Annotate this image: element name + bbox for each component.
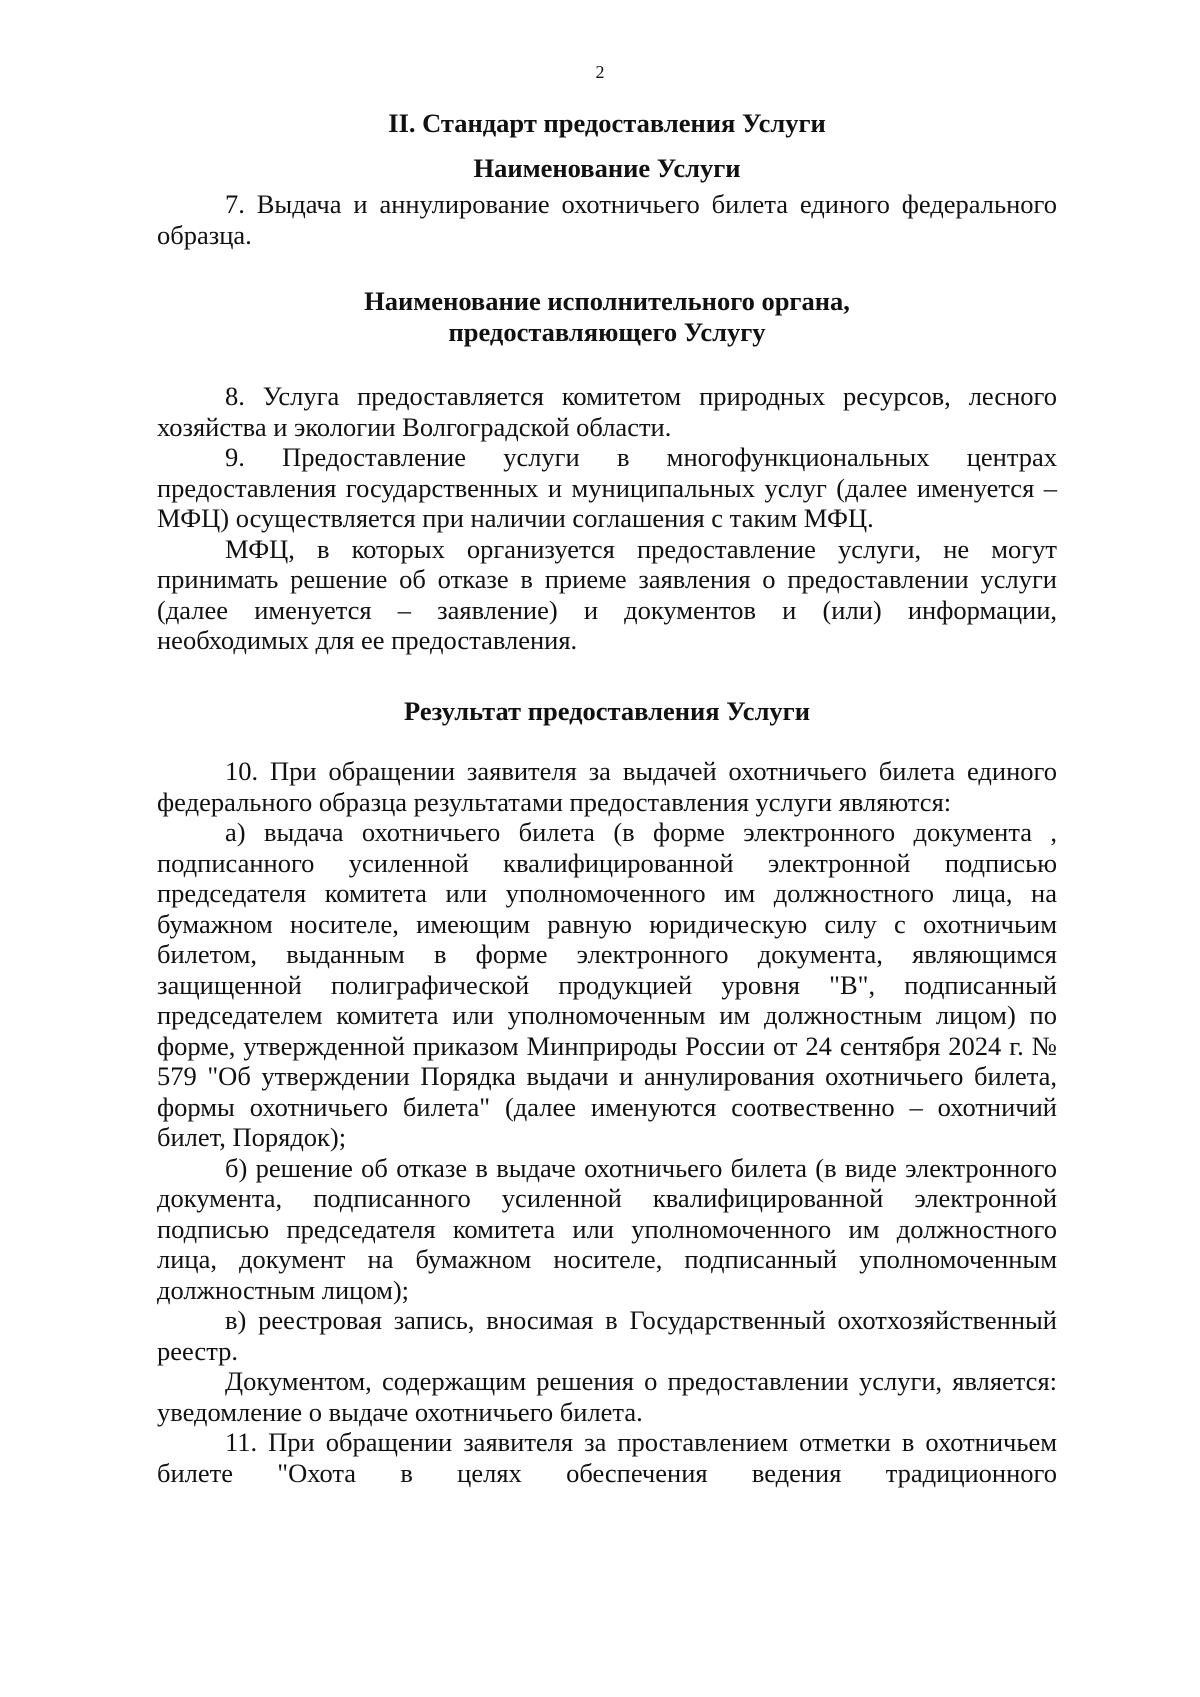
subheading-authority-line1: Наименование исполнительного органа,: [364, 286, 850, 316]
paragraph-10-a: а) выдача охотничьего билета (в форме электронного документа , подписанного усиленной квалифицированной электронной подписью председателя комитета или уполномоченного им должностного лица, на бумажном носителе, имеющим равную юридическую силу с охотничьим билетом, выданным в форме электронного документа, являющимся защищенной полиграфической продукцией уровня "В", подписанный председателем комитета или уполномоченным им должностным лицом) по форме, утвержденной приказом Минприроды России от 24 сентября 2024 г. № 579 "Об утверждении Порядка выдачи и аннулирования охотничьего билета, формы охотничьего билета" (далее именуются соотвественно – охотничий билет, Порядок);: [157, 817, 1057, 1152]
paragraph-7: 7. Выдача и аннулирование охотничьего билета единого федерального образца.: [157, 189, 1057, 250]
paragraph-10: 10. При обращении заявителя за выдачей охотничьего билета единого федерального образца результатами предоставления услуги являются:: [157, 756, 1057, 817]
paragraph-10-doc: Документом, содержащим решения о предоставлении услуги, является: уведомление о выдаче охотничьего билета.: [157, 1366, 1057, 1427]
subheading-service-name: Наименование Услуги: [473, 152, 741, 183]
subheading-authority: [157, 286, 1057, 347]
subheading-result: Результат предоставления Услуги: [404, 695, 810, 726]
page-number: 2: [595, 62, 605, 82]
paragraph-9-mfc: МФЦ, в которых организуется предоставление услуги, не могут принимать решение об отказе в приеме заявления о предоставлении услуги (далее именуется – заявление) и документов и (или) информации, необходимых для ее предоставления.: [157, 533, 1057, 655]
paragraph-10-c: в) реестровая запись, вносимая в Государственный охотхозяйственный реестр.: [157, 1305, 1057, 1366]
paragraph-8: 8. Услуга предоставляется комитетом природных ресурсов, лесного хозяйства и экологии Волгоградской области.: [157, 381, 1057, 442]
document-body: [157, 108, 1057, 1488]
paragraph-9: 9. Предоставление услуги в многофункциональных центрах предоставления государственных и муниципальных услуг (далее именуется – МФЦ) осуществляется при наличии соглашения с таким МФЦ.: [157, 442, 1057, 533]
paragraph-11: 11. При обращении заявителя за проставлением отметки в охотничьем билете "Охота в целях обеспечения ведения традиционного: [157, 1427, 1057, 1488]
subheading-authority-line2: предоставляющего Услугу: [448, 316, 766, 347]
paragraph-10-b: б) решение об отказе в выдаче охотничьего билета (в виде электронного документа, подписанного усиленной квалифицированной электронной подписью председателя комитета или уполномоченного им должностного лица, документ на бумажном носителе, подписанный уполномоченным должностным лицом);: [157, 1152, 1057, 1305]
section-heading-standard: II. Стандарт предоставления Услуги: [388, 108, 826, 138]
